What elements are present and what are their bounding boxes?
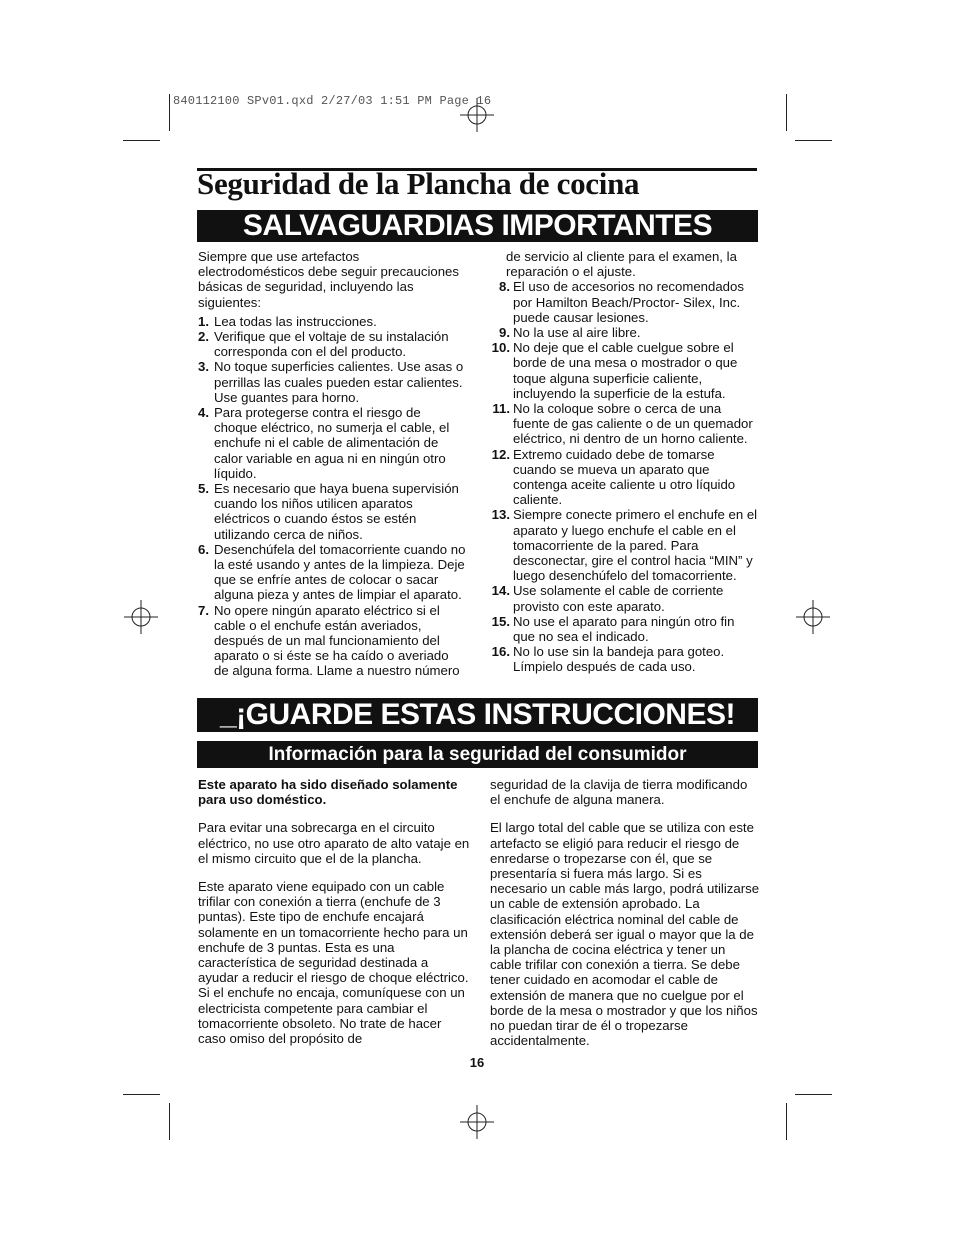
- crop-mark-tr-v: [786, 94, 787, 131]
- consumer-bold-intro: Este aparato ha sido diseñado solamente para uso doméstico.: [198, 777, 458, 808]
- registration-mark-right-icon: [796, 600, 830, 634]
- list-item: 14. Use solamente el cable de corriente provisto con este aparato.: [491, 583, 724, 614]
- save-instructions-banner: _¡GUARDE ESTAS INSTRUCCIONES!: [197, 698, 758, 732]
- list-item: 4. Para protegerse contra el riesgo de choque eléctrico, no sumerja el cable, el enchufe ni el cable de alimentación de calor variable en agua ni en ningún otro líquido.: [198, 405, 450, 481]
- list-item: 5. Es necesario que haya buena supervisión cuando los niños utilicen aparatos eléctricos o cuando éstos se estén utilizando cerca de niños.: [198, 481, 459, 542]
- list-item: 8. El uso de accesorios no recomendados por Hamilton Beach/Proctor- Silex, Inc. puede causar lesiones.: [499, 279, 744, 325]
- list-item: 9. No la use al aire libre.: [499, 325, 641, 341]
- list-item: 7. No opere ningún aparato eléctrico si el cable o el enchufe están averiados, después de un mal funcionamiento del aparato o si éste se ha caído o averiado de alguna forma. Llame a nuestro número: [198, 602, 460, 679]
- list-item: 1. Lea todas las instrucciones.: [198, 313, 377, 329]
- list-item: 11. No la coloque sobre o cerca de una fuente de gas caliente o de un quemador eléctrico, ni dentro de un horno caliente.: [492, 401, 753, 447]
- registration-mark-top-icon: [460, 98, 494, 132]
- crop-mark-tr-h: [795, 140, 832, 141]
- list-item: 3. No toque superficies calientes. Use asas o perrillas las cuales pueden estar calientes. Use guantes para horno.: [198, 359, 464, 405]
- list-item: 13. Siempre conecte primero el enchufe en el aparato y luego enchufe el cable en el tomacorriente de la pared. Para desconectar, gire el control hacia “MIN” y luego desenchúfelo del tomacorriente.: [491, 507, 758, 584]
- consumer-right-column: [490, 777, 760, 1048]
- safeguards-right-column: [490, 249, 760, 675]
- safeguards-intro: Siempre que use artefactos electrodomésticos debe seguir precauciones básicas de seguridad, incluyendo las siguientes:: [198, 249, 459, 310]
- consumer-paragraph-3: El largo total del cable que se utiliza con este artefacto se eligió para reducir el riesgo de enredarse o tropezarse con él, que se presentaría si fuera más largo. Si es necesario un cable más largo, podrá utilizarse un cable de extensión aprobado. La clasificación eléctrica nominal del cable de extensión deberá ser igual o mayor que la de la plancha de cocina eléctrica y tener un cable trifilar con conexión a tierra. Se debe tener cuidado en acomodar el cable de extensión de manera que no cuelgue por el borde de la mesa o mostrador y que los niños no puedan tirar de él o tropezarse accidentalmente.: [490, 820, 760, 1049]
- crop-mark-br-h: [795, 1094, 832, 1095]
- list-item: 6. Desenchúfela del tomacorriente cuando no la esté usando y antes de la limpieza. Deje que se enfríe antes de colocar o sacar alguna pieza y antes de limpiar el aparato.: [198, 541, 466, 603]
- list-item: 10. No deje que el cable cuelgue sobre el borde de una mesa o mostrador o que toque alguna superficie caliente, incluyendo la superficie de la estufa.: [491, 340, 738, 401]
- consumer-left-column: [198, 777, 470, 1046]
- safeguards-banner: SALVAGUARDIAS IMPORTANTES: [197, 210, 758, 242]
- safeguards-left-column: [198, 249, 466, 679]
- list-item-continued: de servicio al cliente para el examen, la reparación o el ajuste.: [506, 249, 737, 280]
- list-item: 16. No lo use sin la bandeja para goteo. Límpielo después de cada uso.: [491, 644, 725, 675]
- consumer-paragraph-2: Este aparato viene equipado con un cable trifilar con conexión a tierra (enchufe de 3 puntas). Este tipo de enchufe encajará solamente en un tomacorriente hecho para un enchufe de 3 puntas. Esta es una característica de seguridad destinada a ayudar a reducir el riesgo de choque eléctrico. Si el enchufe no encaja, comuníquese con un electricista competente para cambiar el tomacorriente obsoleto. No trate de hacer caso omiso del propósito de: [198, 879, 469, 1047]
- consumer-paragraph-1: Para evitar una sobrecarga en el circuito eléctrico, no use otro aparato de alto vataje en el mismo circuito que el de la plancha.: [198, 820, 470, 866]
- page-number: 16: [469, 1055, 485, 1070]
- printer-slug: 840112100 SPv01.qxd 2/27/03 1:51 PM Page 16: [173, 94, 492, 108]
- consumer-safety-banner: Información para la seguridad del consumidor: [197, 741, 758, 768]
- crop-mark-br-v: [786, 1103, 787, 1140]
- crop-mark-bl-v: [169, 1103, 170, 1140]
- list-item: 12. Extremo cuidado debe de tomarse cuando se mueva un aparato que contenga aceite caliente u otro líquido caliente.: [491, 446, 736, 508]
- crop-mark-tl-v: [169, 94, 170, 131]
- page-title: Seguridad de la Plancha de cocina: [197, 166, 640, 201]
- registration-mark-bottom-icon: [460, 1105, 494, 1139]
- consumer-paragraph-2-continued: seguridad de la clavija de tierra modificando el enchufe de alguna manera.: [490, 777, 748, 808]
- registration-mark-left-icon: [124, 600, 158, 634]
- crop-mark-tl-h: [123, 140, 160, 141]
- list-item: 2. Verifique que el voltaje de su instalación corresponda con el del producto.: [198, 329, 449, 360]
- list-item: 15. No use el aparato para ningún otro fin que no sea el indicado.: [491, 613, 735, 645]
- crop-mark-bl-h: [123, 1094, 160, 1095]
